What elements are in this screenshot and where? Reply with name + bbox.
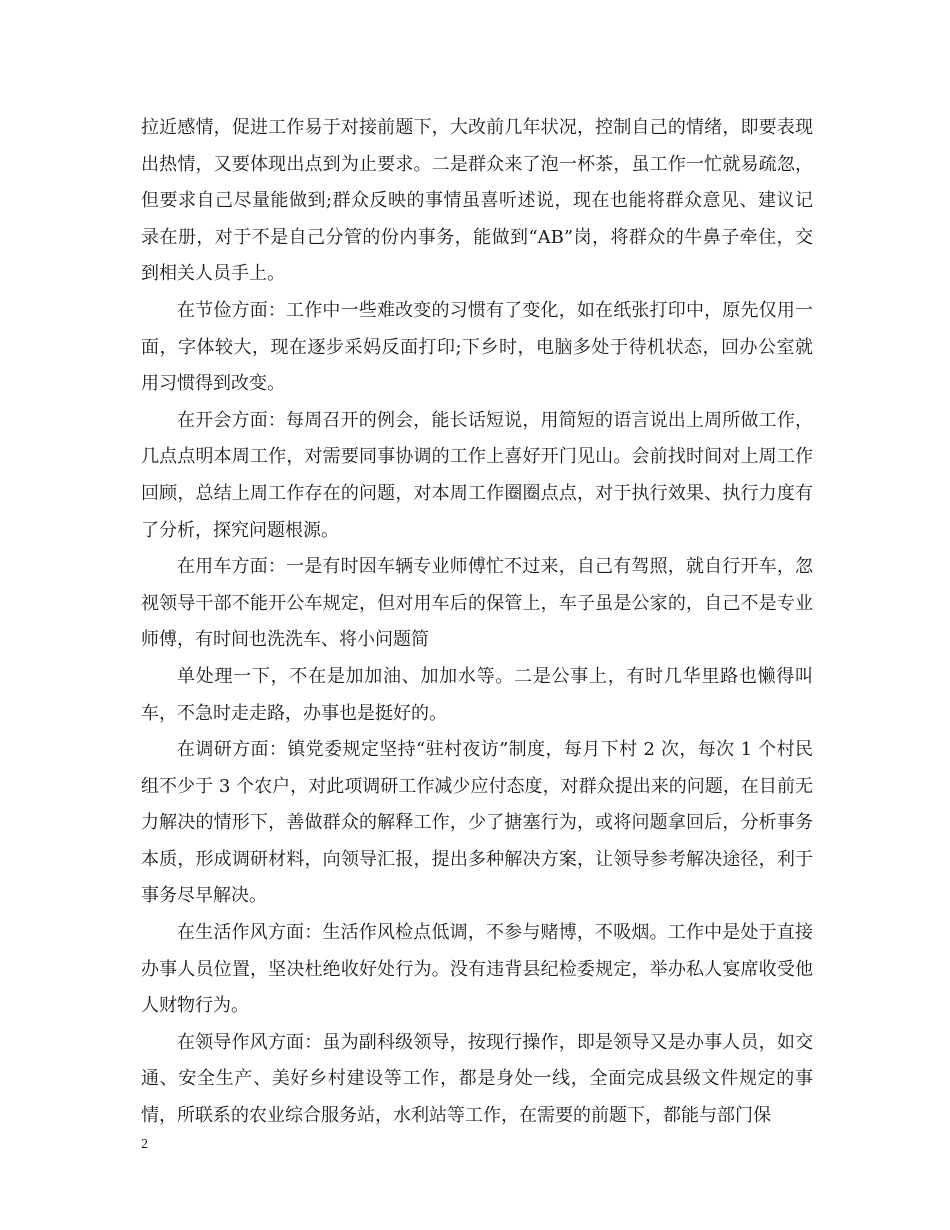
paragraph-research: 在调研方面：镇党委规定坚持“驻村夜访”制度，每月下村 2 次，每次 1 个村民组不少于 3 个农户，对此项调研工作减少应付态度，对群众提出来的问题，在目前无力解决的情形下，善做群众的解释工作，少了搪塞行为，或将问题拿回后，分析事务本质，形成调研材料，向领导汇报，提出多种解决方案，让领导参考解决途径，利于事务尽早解决。	[141, 739, 813, 907]
document-body	[141, 110, 813, 1135]
paragraph-vehicle-use: 在用车方面：一是有时因车辆专业师傅忙不过来，自己有驾照，就自行开车，忽视领导干部不能开公车规定，但对用车后的保管上，车子虽是公家的，自己不是专业师傅，有时间也洗洗车、将小问题简	[141, 556, 813, 651]
paragraph-frugality: 在节俭方面：工作中一些难改变的习惯有了变化，如在纸张打印中，原先仅用一面，字体较大，现在逐步采妈反面打印;下乡时，电脑多处于待机状态，回办公室就用习惯得到改变。	[141, 299, 813, 395]
paragraph-vehicle-use-continued: 单处理一下，不在是加加油、加加水等。二是公事上，有时几华里路也懒得叫车，不急时走走路，办事也是挺好的。	[141, 665, 813, 724]
paragraph-meetings: 在开会方面：每周召开的例会，能长话短说，用简短的语言说出上周所做工作，几点点明本周工作，对需要同事协调的工作上喜好开门见山。会前找时间对上周工作回顾，总结上周工作存在的问题，对本周工作圈圈点点，对于执行效果、执行力度有了分析，探究问题根源。	[141, 409, 813, 541]
paragraph-continuation: 拉近感情，促进工作易于对接前题下，大改前几年状况，控制自己的情绪，即要表现出热情，又要体现出点到为止要求。二是群众来了泡一杯茶，虽工作一忙就易疏忽，但要求自己尽量能做到;群众反映的事情虽喜听述说，现在也能将群众意见、建议记录在册，对于不是自己分管的份内事务，能做到“AB”岗，将群众的牛鼻子牵住，交到相关人员手上。	[141, 117, 813, 285]
page-number: 2	[141, 1137, 148, 1152]
paragraph-lifestyle: 在生活作风方面：生活作风检点低调，不参与赌博，不吸烟。工作中是处于直接办事人员位置，坚决杜绝收好处行为。没有违背县纪检委规定，举办私人宴席收受他人财物行为。	[141, 922, 813, 1017]
paragraph-leadership: 在领导作风方面：虽为副科级领导，按现行操作，即是领导又是办事人员，如交通、安全生产、美好乡村建设等工作，都是身处一线，全面完成县级文件规定的事情，所联系的农业综合服务站，水利站等工作，在需要的前题下，都能与部门保	[141, 1031, 813, 1127]
